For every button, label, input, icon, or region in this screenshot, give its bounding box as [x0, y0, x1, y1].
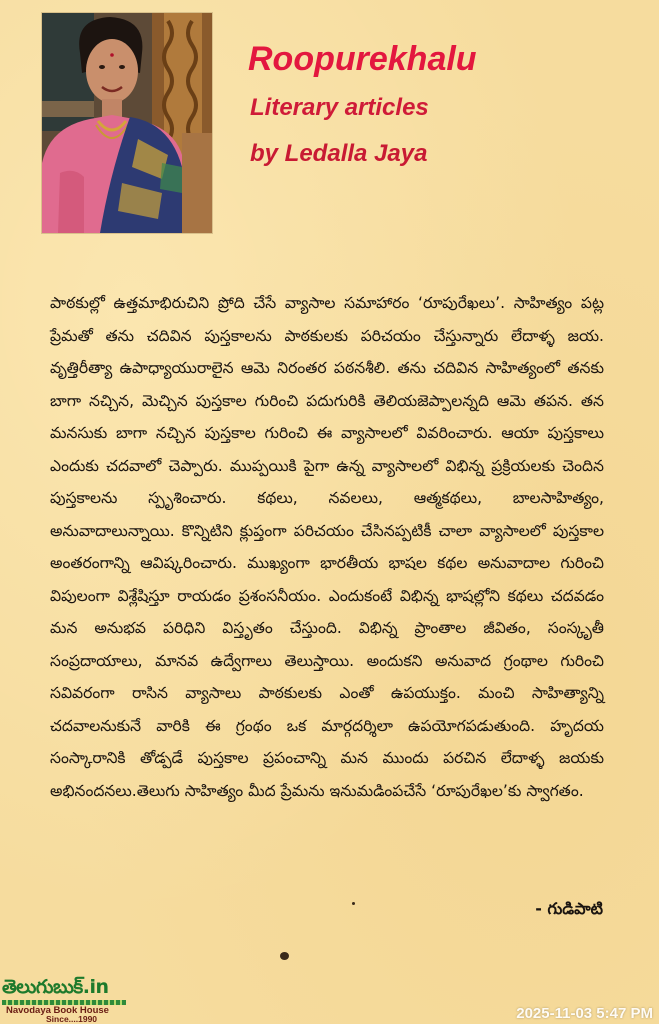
paper-speck [280, 952, 289, 960]
blurb-text: పాఠకుల్లో ఉత్తమాభిరుచిని ప్రోది చేసే వ్యాసాల సమాహారం ‘రూపురేఖలు’. సాహిత్యం పట్ల ప్రేమతో తను చదివిన పుస్తకాలను పాఠకులకు పరిచయం చేస్తున్నారు లేదాళ్ళ జయ. వృత్తిరీత్యా ఉపాధ్యాయురాలైన ఆమె నిరంతర పఠనశీలి. తను చదివిన సాహిత్యంలో తనకు బాగా నచ్చిన, మెచ్చిన పుస్తకాల గురించి పదుగురికి తెలియజెప్పాలన్నది ఆమె తపన. తన మనసుకు బాగా నచ్చిన పుస్తకాల గురించి ఈ వ్యాసాలలో వివరించారు. ఆయా పుస్తకాలు ఎందుకు చదవాలో చెప్పారు. ముప్పయికి పైగా ఉన్న వ్యాసాలలో విభిన్న ప్రక్రియలకు చెందిన పుస్తకాలను స్పృశించారు. కథలు, నవలలు, ఆత్మకథలు, బాలసాహిత్యం, అనువాదాలున్నాయి. కొన్నిటిని క్లుప్తంగా పరిచయం చేసినప్పటికీ చాలా వ్యాసాలలో పుస్తకాల అంతరంగాన్ని ఆవిష్కరించారు. ముఖ్యంగా భారతీయ భాషల కథల అనువాదాల గురించి విపులంగా విశ్లేషిస్తూ రాయడం ప్రశంసనీయం. ఎందుకంటే విభిన్న భాషల్లోని కథలు చదవడం మన అనుభవ పరిధిని విస్తృతం చేస్తుంది. విభిన్న ప్రాంతాల జీవితం, సంస్కృతీ సంప్రదాయాలు, మానవ ఉద్వేగాలు తెలుస్తాయి. అందుకని అనువాద గ్రంథాల గురించి సవివరంగా రాసిన వ్యాసాలు పాఠకులకు ఎంతో ఉపయుక్తం. మంచి సాహిత్యాన్ని చదవాలనుకునే వారికి ఈ గ్రంథం ఒక మార్గదర్శిలా ఉపయోగపడుతుంది. హృదయ సంస్కారానికి తోడ్పడే పుస్తకాల ప్రపంచాన్ని మన ముందు పరచిన లేదాళ్ళ జయకు అభినందనలు.తెలుగు సాహిత్యం మీద ప్రేమను ఇనుమడింపచేసే ‘రూపురేఖల’కు స్వాగతం. [50, 294, 604, 800]
publisher-logo [2, 976, 130, 1022]
blurb-signature: - గుడిపాటి [535, 899, 603, 918]
author-photo [41, 12, 213, 234]
logo-since: Since....1990 [46, 1014, 98, 1024]
book-subtitle: Literary articles [250, 94, 429, 121]
photo-timestamp: 2025-11-03 5:47 PM [516, 1005, 653, 1022]
logo-wordmark: తెలుగుబుక్.in [2, 976, 109, 998]
paper-speck [352, 902, 355, 905]
logo-tagline: Navodaya Book House [6, 1005, 109, 1016]
book-author: by Ledalla Jaya [250, 140, 428, 167]
book-title: Roopurekhalu [248, 40, 477, 78]
